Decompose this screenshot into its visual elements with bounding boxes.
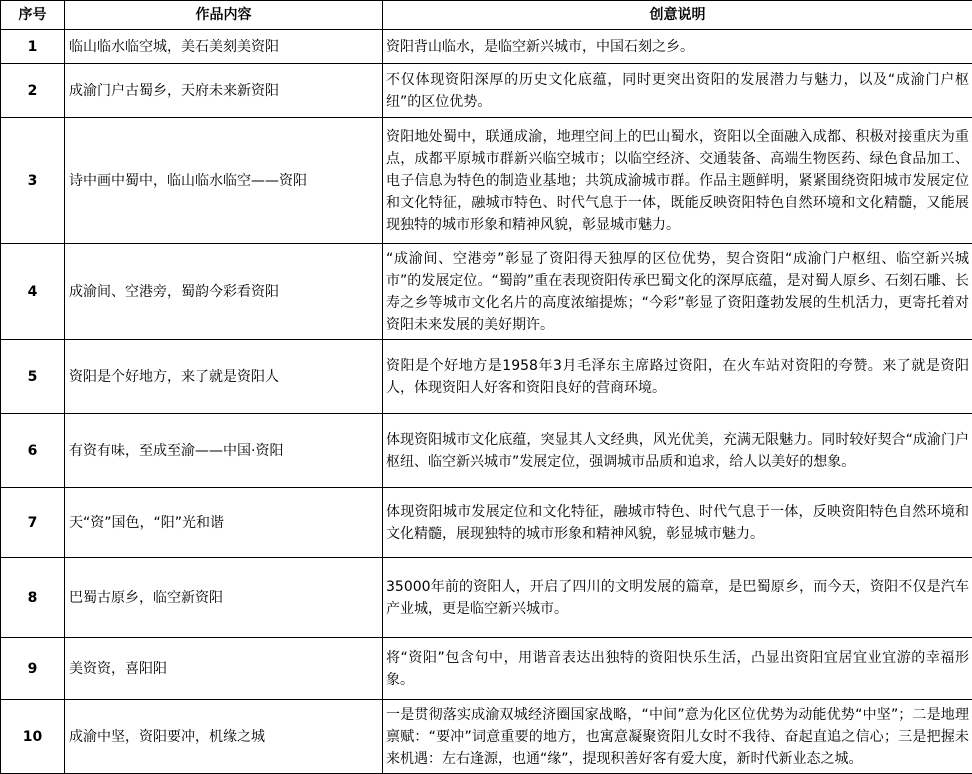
header-no: 序号 bbox=[1, 1, 65, 30]
row-desc: 35000年前的资阳人，开启了四川的文明发展的篇章，是巴蜀原乡，而今天，资阳不仅是汽车产业城，更是临空新兴城市。 bbox=[383, 558, 972, 638]
row-desc: 资阳背山临水，是临空新兴城市，中国石刻之乡。 bbox=[383, 30, 972, 64]
table-row bbox=[1, 638, 972, 700]
row-no: 4 bbox=[1, 244, 65, 340]
table-header-row bbox=[1, 1, 972, 30]
header-title: 作品内容 bbox=[65, 1, 383, 30]
table-row bbox=[1, 118, 972, 244]
row-no: 6 bbox=[1, 414, 65, 488]
table-row bbox=[1, 558, 972, 638]
row-no: 7 bbox=[1, 488, 65, 558]
row-title: 资阳是个好地方，来了就是资阳人 bbox=[65, 340, 383, 414]
row-desc: 不仅体现资阳深厚的历史文化底蕴，同时更突出资阳的发展潜力与魅力，以及“成渝门户枢纽”的区位优势。 bbox=[383, 64, 972, 118]
row-title: 诗中画中蜀中，临山临水临空——资阳 bbox=[65, 118, 383, 244]
table-row bbox=[1, 64, 972, 118]
row-desc: 体现资阳城市文化底蕴，突显其人文经典，风光优美，充满无限魅力。同时较好契合“成渝门户枢纽、临空新兴城市”发展定位，强调城市品质和追求，给人以美好的想象。 bbox=[383, 414, 972, 488]
table-row bbox=[1, 414, 972, 488]
row-title: 成渝门户古蜀乡，天府未来新资阳 bbox=[65, 64, 383, 118]
header-desc: 创意说明 bbox=[383, 1, 972, 30]
row-no: 3 bbox=[1, 118, 65, 244]
table-row bbox=[1, 488, 972, 558]
row-no: 8 bbox=[1, 558, 65, 638]
table-row bbox=[1, 30, 972, 64]
row-no: 5 bbox=[1, 340, 65, 414]
row-desc: 体现资阳城市发展定位和文化特征，融城市特色、时代气息于一体，反映资阳特色自然环境和文化精髓，展现独特的城市形象和精神风貌，彰显城市魅力。 bbox=[383, 488, 972, 558]
table-row bbox=[1, 700, 972, 774]
row-title: 有资有味，至成至渝——中国·资阳 bbox=[65, 414, 383, 488]
row-title: 成渝间、空港旁，蜀韵今彩看资阳 bbox=[65, 244, 383, 340]
row-no: 10 bbox=[1, 700, 65, 774]
row-desc: “成渝间、空港旁”彰显了资阳得天独厚的区位优势，契合资阳“成渝门户枢纽、临空新兴城市”的发展定位。“蜀韵”重在表现资阳传承巴蜀文化的深厚底蕴，是对蜀人原乡、石刻石雕、长寿之乡等城市文化名片的高度浓缩提炼；“今彩”彰显了资阳蓬勃发展的生机活力，更寄托着对资阳未来发展的美好期许。 bbox=[383, 244, 972, 340]
table-row bbox=[1, 244, 972, 340]
row-no: 9 bbox=[1, 638, 65, 700]
row-title: 临山临水临空城，美石美刻美资阳 bbox=[65, 30, 383, 64]
row-title: 成渝中坚，资阳要冲，机缘之城 bbox=[65, 700, 383, 774]
table-row bbox=[1, 340, 972, 414]
row-title: 巴蜀古原乡，临空新资阳 bbox=[65, 558, 383, 638]
row-desc: 资阳地处蜀中，联通成渝，地理空间上的巴山蜀水，资阳以全面融入成都、积极对接重庆为重点，成都平原城市群新兴临空城市；以临空经济、交通装备、高端生物医药、绿色食品加工、电子信息为特色的制造业基地；共筑成渝城市群。作品主题鲜明，紧紧围绕资阳城市发展定位和文化特征，融城市特色、时代气息于一体，既能反映资阳特色自然环境和文化精髓，又能展现独特的城市形象和精神风貌，彰显城市魅力。 bbox=[383, 118, 972, 244]
row-desc: 资阳是个好地方是1958年3月毛泽东主席路过资阳，在火车站对资阳的夸赞。来了就是资阳人，体现资阳人好客和资阳良好的营商环境。 bbox=[383, 340, 972, 414]
row-title: 天“资”国色，“阳”光和谐 bbox=[65, 488, 383, 558]
row-desc: 一是贯彻落实成渝双城经济圈国家战略，“中间”意为化区位优势为动能优势“中坚”；二是地理禀赋：“要冲”词意重要的地方，也寓意凝聚资阳儿女时不我待、奋起直追之信心；三是把握未来机遇：左右逢源，也通“缘”，提现积善好客有爱大度，新时代新业态之城。 bbox=[383, 700, 972, 774]
row-no: 1 bbox=[1, 30, 65, 64]
row-title: 美资资，喜阳阳 bbox=[65, 638, 383, 700]
row-no: 2 bbox=[1, 64, 65, 118]
row-desc: 将“资阳”包含句中，用谐音表达出独特的资阳快乐生活，凸显出资阳宜居宜业宜游的幸福形象。 bbox=[383, 638, 972, 700]
